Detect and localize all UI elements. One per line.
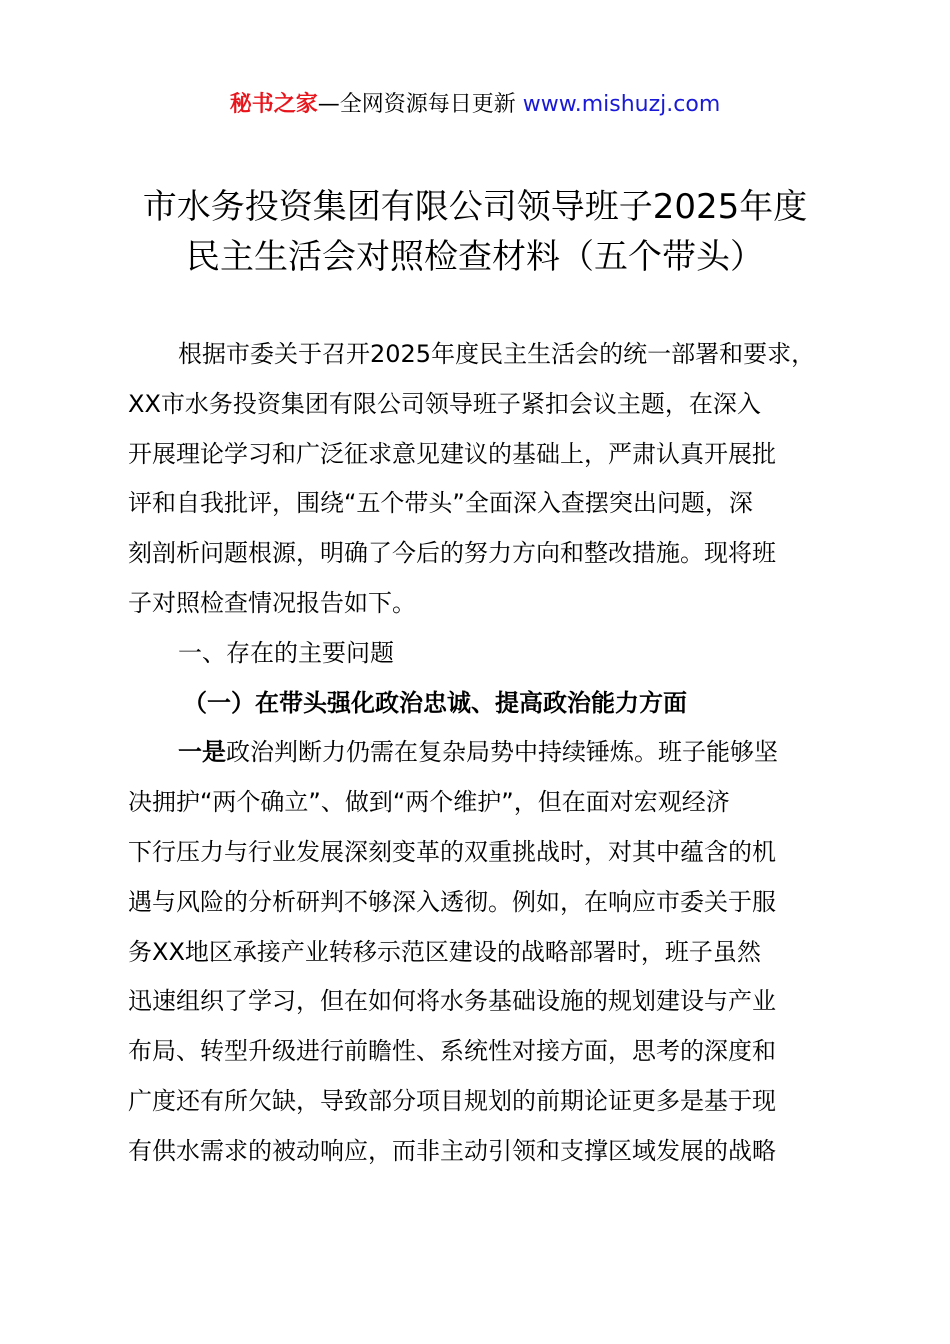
section-heading: 一、存在的主要问题: [178, 638, 394, 667]
title-line: 市水务投资集团有限公司领导班子2025年度: [142, 187, 808, 227]
body-line: 下行压力与行业发展深刻变革的双重挑战时，对其中蕴含的机: [128, 837, 776, 866]
body-line: 广度还有所欠缺，导致部分项目规划的前期论证更多是基于现: [128, 1086, 776, 1115]
body-line: 布局、转型升级进行前瞻性、系统性对接方面，思考的深度和: [128, 1037, 776, 1066]
site-header: [0, 88, 950, 122]
body-line: 刻剖析问题根源，明确了今后的努力方向和整改措施。现将班: [128, 539, 776, 568]
body-line: 迅速组织了学习，但在如何将水务基础设施的规划建设与产业: [128, 987, 776, 1016]
brand-name: 秘书之家: [229, 92, 318, 117]
body-line: XX市水务投资集团有限公司领导班子紧扣会议主题，在深入: [128, 389, 761, 418]
body-line: [128, 728, 848, 778]
point-lead: 一是: [178, 738, 226, 767]
body-line: 开展理论学习和广泛征求意见建议的基础上，严肃认真开展批: [128, 439, 776, 468]
body-line: 评和自我批评，围绕“五个带头”全面深入查摆突出问题，深: [128, 489, 753, 518]
body-line: 子对照检查情况报告如下。: [128, 588, 416, 617]
tagline: —全网资源每日更新: [317, 92, 523, 117]
body-line: 根据市委关于召开2025年度民主生活会的统一部署和要求，: [178, 340, 816, 368]
body-line: 遇与风险的分析研判不够深入透彻。例如，在响应市委关于服: [128, 887, 776, 916]
title-line: 民主生活会对照检查材料（五个带头）: [186, 237, 764, 277]
body-line: 务XX地区承接产业转移示范区建设的战略部署时，班子虽然: [128, 937, 761, 966]
document-title: [0, 182, 950, 282]
point-text: 政治判断力仍需在复杂局势中持续锤炼。班子能够坚: [226, 738, 778, 767]
site-url-link[interactable]: www.mishuzj.com: [522, 92, 721, 117]
body-line: 有供水需求的被动响应，而非主动引领和支撑区域发展的战略: [128, 1136, 776, 1165]
subsection-heading: （一）在带头强化政治忠诚、提高政治能力方面: [183, 688, 687, 717]
body-line: 决拥护“两个确立”、做到“两个维护”，但在面对宏观经济: [128, 788, 730, 817]
document-body: [128, 330, 848, 1177]
